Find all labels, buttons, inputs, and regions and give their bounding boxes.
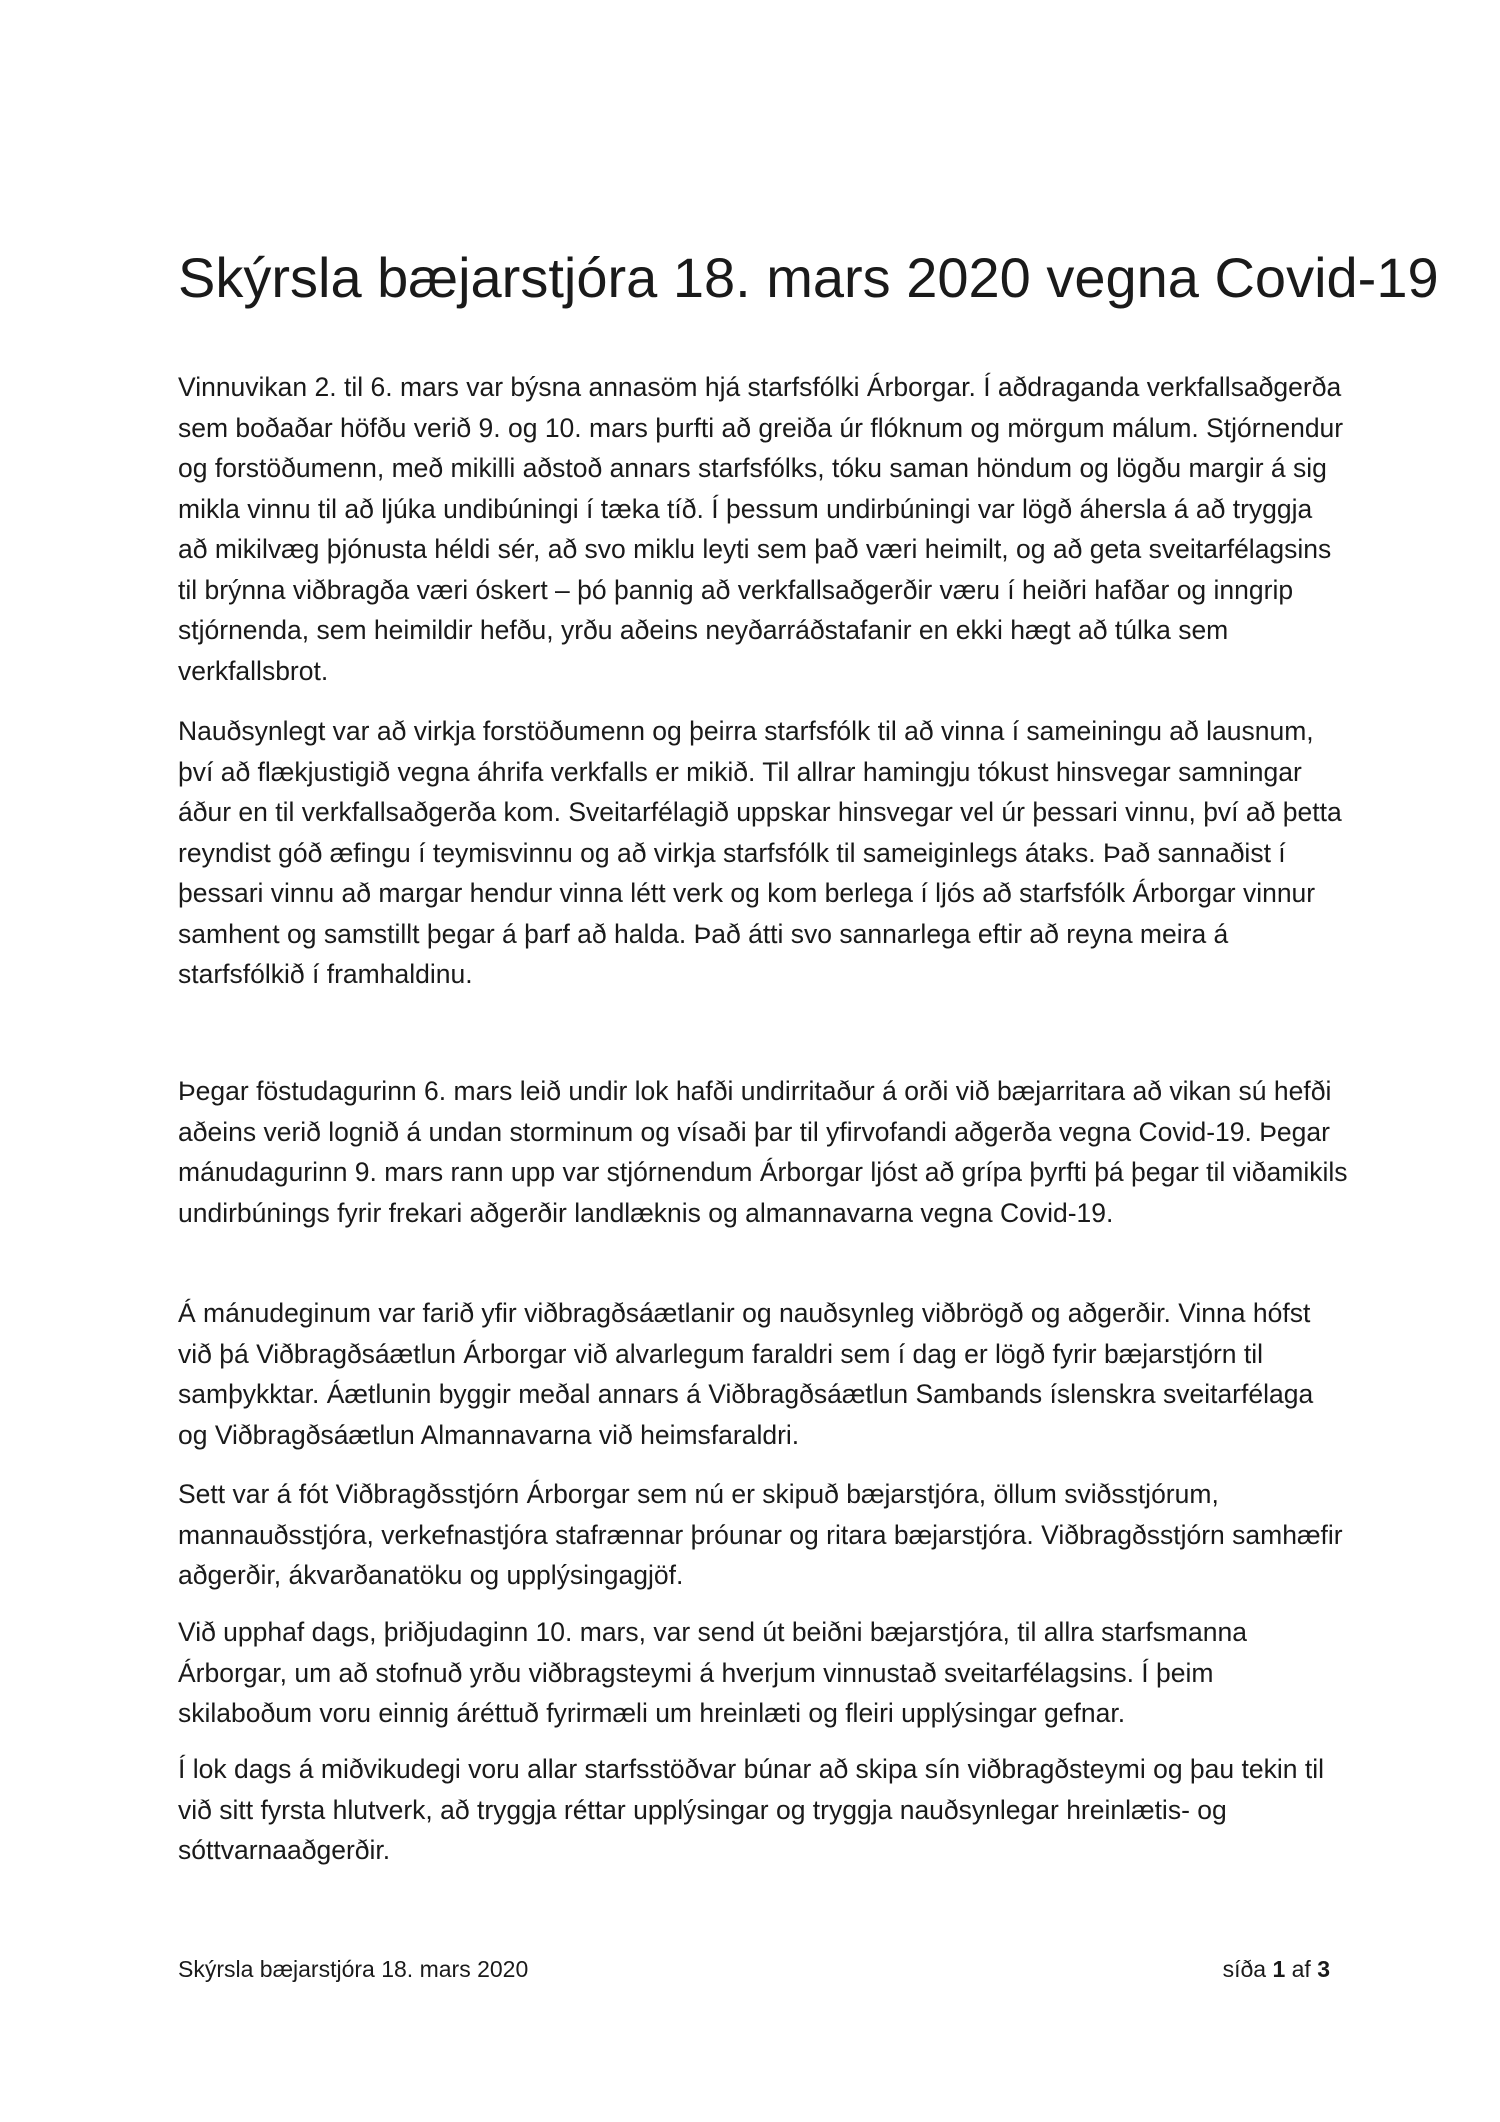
paragraph: Nauðsynlegt var að virkja forstöðumenn og þeirra starfsfólk til að vinna í sameiningu að lausnum, því að flækjustigið vegna áhrifa verkfalls er mikið. Til allrar hamingju tókust hinsvegar samningar áður en til verkfallsaðgerða kom. Sveitarfélagið uppskar hinsvegar vel úr þessari vinnu, því að þetta reyndist góð æfingu í teymisvinnu og að virkja starfsfólk til sameiginlegs átaks. Það sannaðist í þessari vinnu að margar hendur vinna létt verk og kom berlega í ljós að starfsfólk Árborgar vinnur samhent og samstillt þegar á þarf að halda. Það átti svo sannarlega eftir að reyna meira á starfsfólkið í framhaldinu. bbox=[178, 716, 1342, 989]
paragraph: Vinnuvikan 2. til 6. mars var býsna annasöm hjá starfsfólki Árborgar. Í aðdraganda verkfallsaðgerða sem boðaðar höfðu verið 9. og 10. mars þurfti að greiða úr flóknum og mörgum málum. Stjórnendur og forstöðumenn, með mikilli aðstoð annars starfsfólks, tóku saman höndum og lögðu margir á sig mikla vinnu til að ljúka undibúningi í tæka tíð. Í þessum undirbúningi var lögð áhersla á að tryggja að mikilvæg þjónusta héldi sér, að svo miklu leyti sem það væri heimilt, og að geta sveitarfélagsins til brýnna viðbragða væri óskert – þó þannig að verkfallsaðgerðir væru í heiðri hafðar og inngrip stjórnenda, sem heimildir hefðu, yrðu aðeins neyðarráðstafanir en ekki hægt að túlka sem verkfallsbrot. bbox=[178, 372, 1344, 686]
footer-page-number bbox=[1223, 1954, 1330, 1984]
document-title: Skýrsla bæjarstjóra 18. mars 2020 vegna Covid-19 bbox=[178, 246, 1439, 309]
paragraph: Sett var á fót Viðbragðsstjórn Árborgar sem nú er skipuð bæjarstjóra, öllum sviðsstjórum, mannauðsstjóra, verkefnastjóra stafrænnar þróunar og ritara bæjarstjóra. Viðbragðsstjórn samhæfir aðgerðir, ákvarðanatöku og upplýsingagjöf. bbox=[178, 1479, 1343, 1590]
current-page: 1 bbox=[1272, 1956, 1286, 1982]
page-prefix: síða bbox=[1222, 1956, 1267, 1982]
paragraph: Á mánudeginum var farið yfir viðbragðsáætlanir og nauðsynleg viðbrögð og aðgerðir. Vinna hófst við þá Viðbragðsáætlun Árborgar við alvarlegum faraldri sem í dag er lögð fyrir bæjarstjórn til samþykktar. Áætlunin byggir meðal annars á Viðbragðsáætlun Sambands íslenskra sveitarfélaga og Viðbragðsáætlun Almannavarna við heimsfaraldri. bbox=[178, 1298, 1314, 1450]
page-of: af bbox=[1291, 1956, 1311, 1982]
paragraph: Við upphaf dags, þriðjudaginn 10. mars, var send út beiðni bæjarstjóra, til allra starfsmanna Árborgar, um að stofnuð yrðu viðbragsteymi á hverjum vinnustað sveitarfélagsins. Í þeim skilaboðum voru einnig áréttuð fyrirmæli um hreinlæti og fleiri upplýsingar gefnar. bbox=[178, 1617, 1247, 1728]
paragraph: Í lok dags á miðvikudegi voru allar starfsstöðvar búnar að skipa sín viðbragðsteymi og þau tekin til við sitt fyrsta hlutverk, að tryggja réttar upplýsingar og tryggja nauðsynlegar hreinlætis- og sóttvarnaaðgerðir. bbox=[178, 1754, 1324, 1865]
total-pages: 3 bbox=[1317, 1956, 1330, 1982]
footer-document-title: Skýrsla bæjarstjóra 18. mars 2020 bbox=[178, 1956, 529, 1982]
paragraph: Þegar föstudagurinn 6. mars leið undir lok hafði undirritaður á orði við bæjarritara að vikan sú hefði aðeins verið lognið á undan storminum og vísaði þar til yfirvofandi aðgerða vegna Covid-19. Þegar mánudagurinn 9. mars rann upp var stjórnendum Árborgar ljóst að grípa þyrfti þá þegar til viðamikils undirbúnings fyrir frekari aðgerðir landlæknis og almannavarna vegna Covid-19. bbox=[178, 1076, 1348, 1228]
